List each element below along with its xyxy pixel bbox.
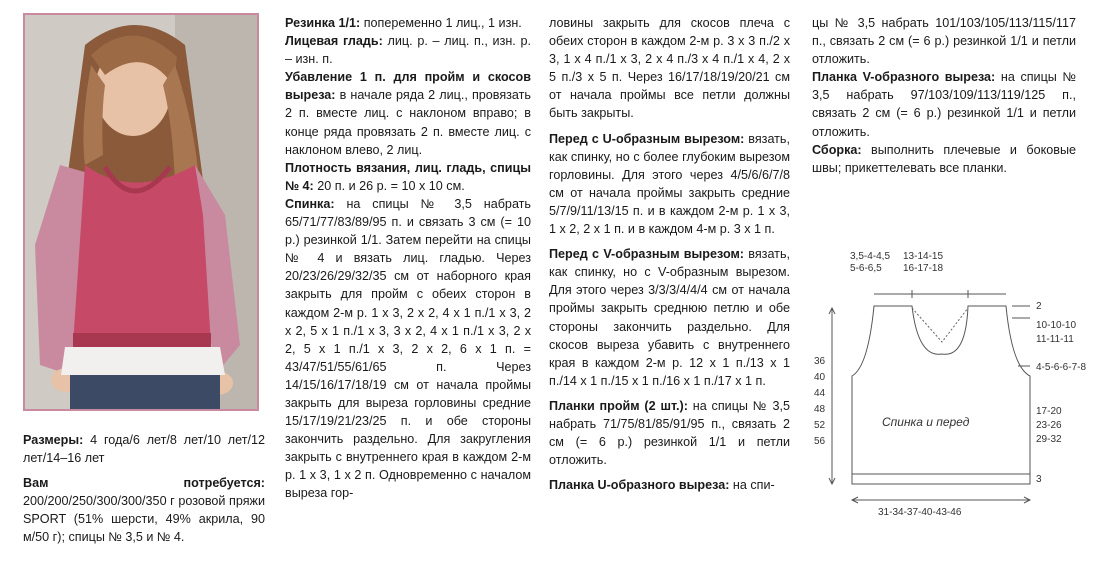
dim-length-2: 40: [814, 372, 826, 383]
dim-shoulder-1: 3,5-4-4,5: [850, 251, 891, 262]
dim-neck-1: 13-14-15: [903, 251, 944, 262]
assembly-paragraph: [812, 141, 1076, 177]
dim-length-5: 52: [814, 420, 826, 431]
u-band-text: на спи-: [729, 478, 775, 493]
pattern-schematic: [808, 242, 1092, 522]
dim-side-2: 23-26: [1036, 420, 1062, 431]
materials-paragraph: [23, 474, 265, 546]
back-paragraph: [285, 195, 531, 503]
u-band-label: Планка U-образного выреза:: [549, 478, 730, 493]
u-band-paragraph: [549, 476, 790, 494]
dim-rib: 3: [1036, 474, 1042, 485]
armhole-text: на спицы № 3,5 набрать 71/75/81/85/91/95 п., связать 2 см (= 6 р.) резинкой 1/1 и петли отложить.: [549, 398, 790, 468]
dim-length-1: 36: [814, 356, 826, 367]
dim-neck-2: 16-17-18: [903, 263, 944, 274]
materials-text: 200/200/250/300/300/350 г розовой пряжи SPORT (51% шерсти, 49% акрила, 90 м/50 г); спицы № 3,5 и № 4.: [23, 494, 265, 545]
assembly-label: Сборка:: [812, 142, 862, 157]
column-3: [549, 14, 790, 501]
back-cont-paragraph: [549, 14, 790, 123]
u-front-paragraph: [549, 130, 790, 239]
gauge-label: Плотность вязания, лиц. гладь, спицы № 4:: [285, 160, 531, 193]
u-front-label: Перед с U-образным вырезом:: [549, 131, 745, 146]
v-front-paragraph: [549, 245, 790, 390]
sizes-text: 4 года/6 лет/8 лет/10 лет/12 лет/14–16 лет: [23, 433, 265, 466]
back-cont-text: ловины закрыть для скосов плеча с обеих сторон в каждом 2-м р. 3 х 3 п./2 х 3, 1 х 4 п./1 х 3, 2 х 4 п./3 х 4 п./1 х 4, 2 х 5 п./3 х 5 п. Через 16/17/18/19/20/21 см от начала проймы все петли должны быть закрыты.: [549, 16, 790, 121]
u-band-cont-text: цы № 3,5 набрать 101/103/105/113/115/117 п., связать 2 см (= 6 р.) резинкой 1/1 и петли отложить.: [812, 16, 1076, 67]
dim-length-6: 56: [814, 436, 826, 447]
u-front-text: вязать, как спинку, но с более глубоким вырезом горловины. Для этого через 4/5/6/6/7/8 см от начала проймы закрыть средние 5/7/9/11/13/15 п. и в каждом 2-м р. 1 х 3, 1 х 2, 2 х 1 п. и в каждом 4-м р. 3 х 1 п.: [549, 131, 790, 237]
armhole-paragraph: [549, 397, 790, 469]
decrease-text: в начале ряда 2 лиц., провязать 2 п. вместе лиц. с наклоном вправо; в конце ряда провязать 2 п. вместе лиц. с наклоном влево, 2 лиц.: [285, 88, 531, 157]
v-neck-dotted: [912, 308, 968, 342]
sizes-paragraph: [23, 431, 265, 467]
back-label: Спинка:: [285, 196, 335, 211]
model-photo: [23, 13, 259, 411]
garment-outline: [852, 306, 1030, 484]
model-illustration: [25, 15, 257, 409]
u-band-cont-paragraph: [812, 14, 1076, 68]
stockinette-paragraph: [285, 32, 531, 68]
gauge-paragraph: [285, 159, 531, 195]
rib-paragraph: [285, 14, 531, 32]
v-band-text: на спицы № 3,5 набрать 97/103/109/113/119/125 п., связать 2 см (= 6 р.) резинкой 1/1 и петли отложить.: [812, 70, 1076, 139]
rib-text: попеременно 1 лиц., 1 изн.: [360, 16, 522, 30]
v-band-paragraph: [812, 68, 1076, 140]
dim-armhole-shaping: 4-5-6-6-7-8: [1036, 362, 1087, 373]
v-band-label: Планка V-образного выреза:: [812, 70, 996, 85]
column-1: [23, 431, 265, 554]
stockinette-label: Лицевая гладь:: [285, 34, 383, 49]
dim-neck-depth: 2: [1036, 301, 1042, 312]
schematic-label: Спинка и перед: [882, 415, 970, 429]
column-4: [812, 14, 1076, 177]
rib-label: Резинка 1/1:: [285, 16, 361, 30]
dim-side-3: 29-32: [1036, 434, 1062, 445]
dim-side-1: 17-20: [1036, 406, 1062, 417]
dim-armhole-2: 11-11-11: [1036, 334, 1074, 345]
decrease-label: Убавление 1 п. для пройм и скосов выреза:: [285, 70, 531, 103]
decrease-paragraph: [285, 68, 531, 158]
dim-length-3: 44: [814, 388, 826, 399]
armhole-label: Планки пройм (2 шт.):: [549, 398, 688, 413]
assembly-text: выполнить плечевые и боковые швы; прикеттелевать все планки.: [812, 142, 1076, 175]
dim-shoulder-2: 5-6-6,5: [850, 263, 882, 274]
v-front-text: вязать, как спинку, но с V-образным вырезом. Для этого через 3/3/3/4/4/4 см от начала проймы закрыть среднюю петлю и обе стороны закончить раздельно. Для скосов выреза убавить с внутреннего края в каждом 2-м р. 12 х 1 п./13 х 1 п./14 х 1 п./15 х 1 п./16 х 1 п./17 х 1 п.: [549, 247, 790, 388]
stockinette-text: лиц. р. – лиц. п., изн. р. – изн. п.: [285, 34, 531, 67]
column-2: [285, 14, 531, 503]
dim-width: 31-34-37-40-43-46: [878, 507, 962, 518]
dim-armhole-1: 10-10-10: [1036, 320, 1077, 331]
gauge-text: 20 п. и 26 р. = 10 х 10 см.: [313, 178, 465, 193]
materials-label: Вам потребуется:: [23, 476, 265, 491]
sizes-label: Размеры:: [23, 433, 84, 447]
back-text: на спицы № 3,5 набрать 65/71/77/83/89/95 п. и связать 3 см (= 10 р.) резинкой 1/1. Затем перейти на спицы № 4 и вязать лиц. гладью. Через 20/23/26/29/32/35 см от наборного края закрыть для пройм с обеих сторон в каждом 2-м р. 1 х 3, 2 х 2, 4 х 1 п./1 х 3, 2 х 2, 5 х 1 п./1 х 3, 3 х 2, 4 х 1 п./1 х 3, 2 х 2, 5 х 1 п./1 х 3, 2 х 2, 6 х 1 п. = 43/47/51/55/61/65 п. Через 14/15/16/17/18/19 см от начала проймы закрыть для выреза горловины средние 15/17/19/21/23/25 п. и обе стороны закончить раздельно. Для закругления закрыть с внутреннего края в каждом 2-м р. 1 х 3, 1 х 2 п. Одновременно с началом выреза гор-: [285, 196, 531, 501]
dim-length-4: 48: [814, 404, 826, 415]
schematic-svg: [808, 242, 1092, 522]
v-front-label: Перед с V-образным вырезом:: [549, 247, 744, 262]
